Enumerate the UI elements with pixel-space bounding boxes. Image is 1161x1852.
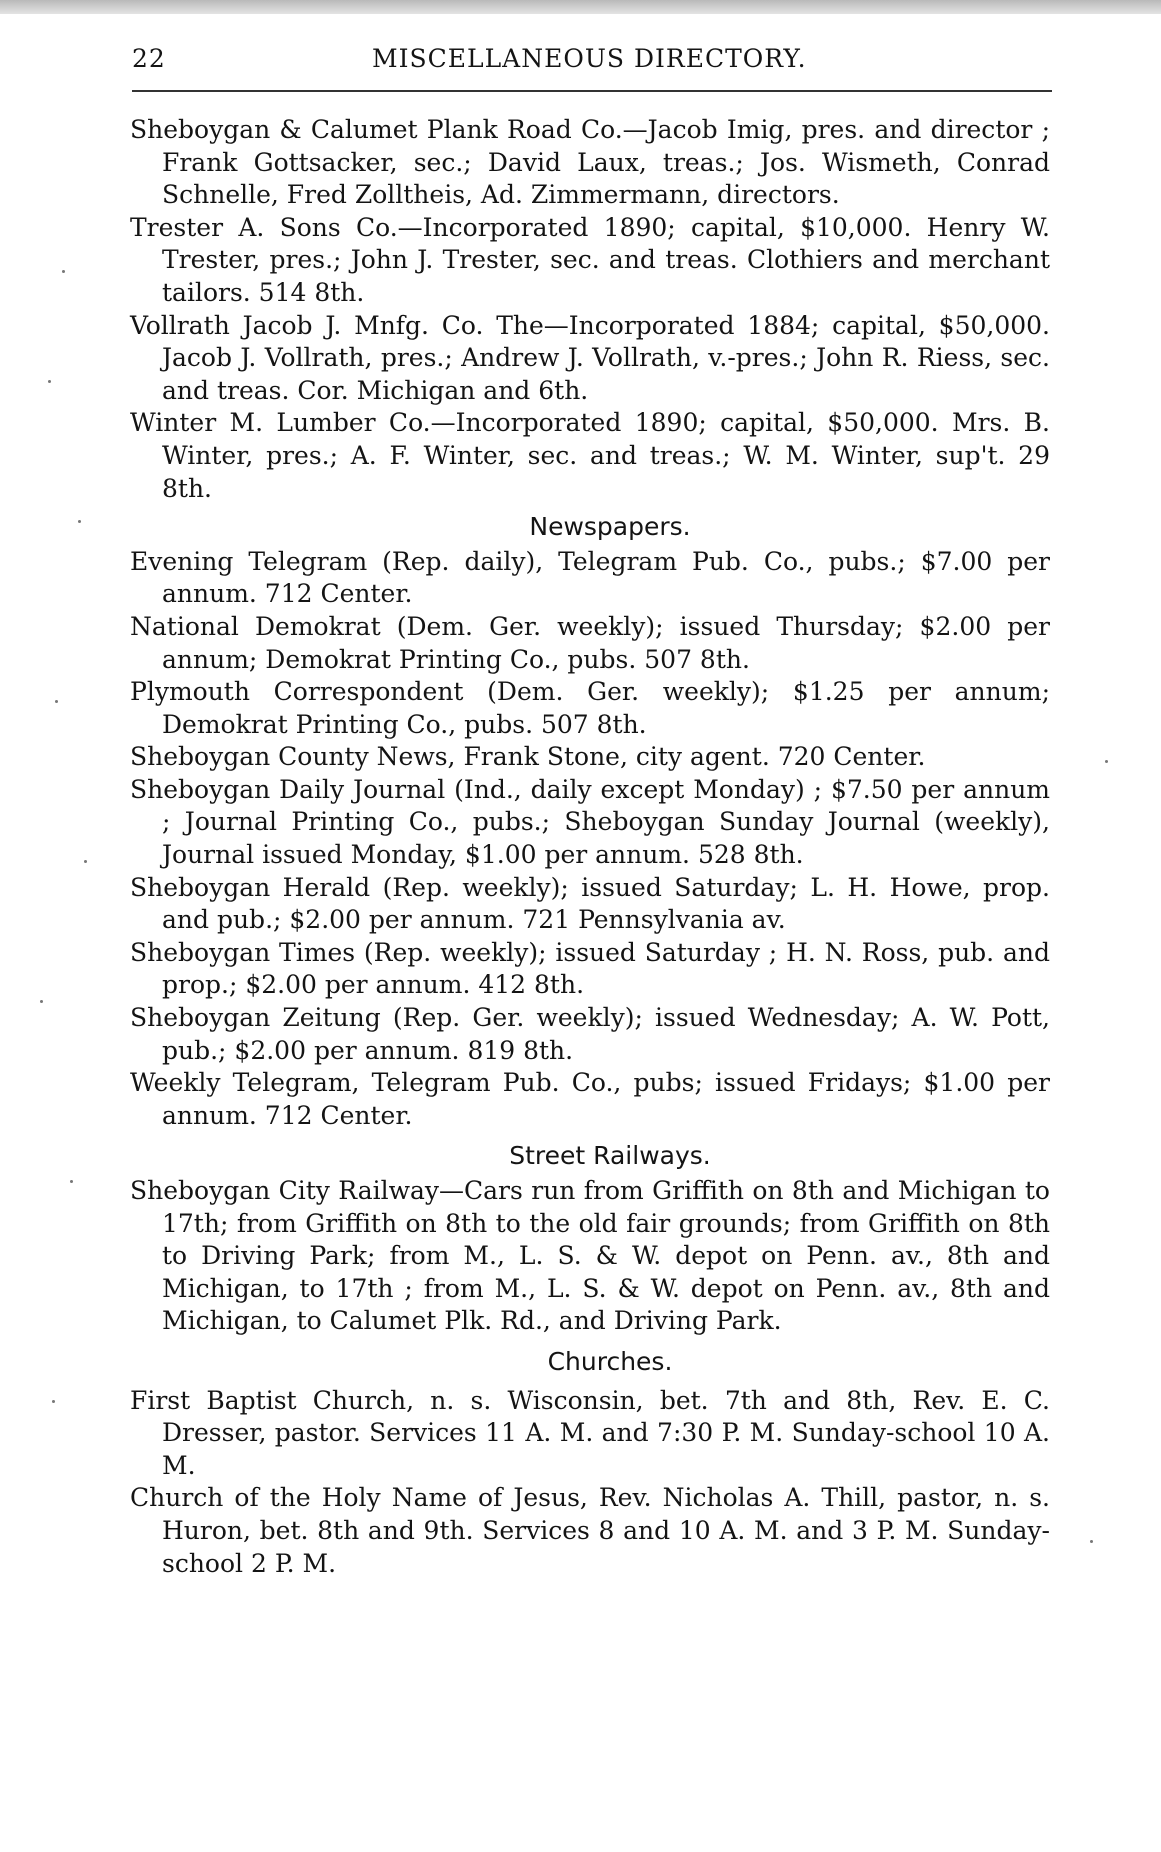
newspaper-entry: Sheboygan Times (Rep. weekly); issued Saturday ; H. N. Ross, pub. and prop.; $2.00 per annum. 412 8th. bbox=[130, 937, 1050, 1000]
company-entry: Sheboygan & Calumet Plank Road Co.—Jacob Imig, pres. and director ; Frank Gottsacker, sec.; David Laux, treas.; Jos. Wismeth, Conrad Schnelle, Fred Zolltheis, Ad. Zimmermann, directors. bbox=[130, 115, 1050, 210]
scan-speck bbox=[62, 270, 65, 273]
church-entry: Church of the Holy Name of Jesus, Rev. Nicholas A. Thill, pastor, n. s. Huron, bet. 8th and 9th. Services 8 and 10 A. M. and 3 P. M. Sunday-school 2 P. M. bbox=[130, 1483, 1050, 1578]
railway-entry: Sheboygan City Railway—Cars run from Griffith on 8th and Michigan to 17th; from Griffith on 8th to the old fair grounds; from Griffith on 8th to Driving Park; from M., L. S. & W. depot on Penn. av., 8th and Michigan, to 17th ; from M., L. S. & W. depot on Penn. av., 8th and Michigan, to Calumet Plk. Rd., and Driving Park. bbox=[130, 1176, 1050, 1336]
company-entry: Trester A. Sons Co.—Incorporated 1890; capital, $10,000. Henry W. Trester, pres.; John J. Trester, sec. and treas. Clothiers and merchant tailors. 514 8th. bbox=[130, 212, 1050, 307]
newspaper-entry: Sheboygan County News, Frank Stone, city agent. 720 Center. bbox=[130, 742, 926, 772]
page-title: MISCELLANEOUS DIRECTORY. bbox=[372, 44, 807, 73]
scan-speck bbox=[40, 1000, 43, 1003]
scan-speck bbox=[78, 520, 81, 523]
churches-heading: Churches. bbox=[547, 1346, 673, 1376]
running-head bbox=[132, 44, 1052, 84]
newspaper-entry: Plymouth Correspondent (Dem. Ger. weekly); $1.25 per annum; Demokrat Printing Co., pubs. 507 8th. bbox=[130, 677, 1050, 739]
newspaper-entry: National Demokrat (Dem. Ger. weekly); issued Thursday; $2.00 per annum; Demokrat Printing Co., pubs. 507 8th. bbox=[130, 611, 1050, 674]
newspaper-entry: Weekly Telegram, Telegram Pub. Co., pubs; issued Fridays; $1.00 per annum. 712 Center. bbox=[130, 1068, 1050, 1130]
company-entry: Vollrath Jacob J. Mnfg. Co. The—Incorporated 1884; capital, $50,000. Jacob J. Vollrath, pres.; Andrew J. Vollrath, v.-pres.; John R. Riess, sec. and treas. Cor. Michigan and 6th. bbox=[130, 310, 1050, 405]
scan-speck bbox=[1090, 1540, 1093, 1543]
newspaper-entry: Sheboygan Daily Journal (Ind., daily except Monday) ; $7.50 per annum ; Journal Printing Co., pubs.; Sheboygan Sunday Journal (weekly), Journal issued Monday, $1.00 per annum. 528 8th. bbox=[130, 774, 1050, 870]
page-number: 22 bbox=[132, 44, 166, 73]
scan-speck bbox=[55, 700, 58, 703]
scan-speck bbox=[52, 1400, 55, 1403]
newspaper-entry: Evening Telegram (Rep. daily), Telegram Pub. Co., pubs.; $7.00 per annum. 712 Center. bbox=[130, 546, 1050, 609]
newspapers-heading: Newspapers. bbox=[529, 512, 691, 542]
scan-speck bbox=[1105, 760, 1108, 763]
church-entry: First Baptist Church, n. s. Wisconsin, bet. 7th and 8th, Rev. E. C. Dresser, pastor. Services 11 A. M. and 7:30 P. M. Sunday-school 10 A. M. bbox=[130, 1385, 1050, 1480]
header-rule bbox=[132, 90, 1052, 92]
newspaper-entry: Sheboygan Zeitung (Rep. Ger. weekly); issued Wednesday; A. W. Pott, pub.; $2.00 per annum. 819 8th. bbox=[130, 1003, 1050, 1065]
company-entry: Winter M. Lumber Co.—Incorporated 1890; capital, $50,000. Mrs. B. Winter, pres.; A. F. Winter, sec. and treas.; W. M. Winter, sup't. 29 8th. bbox=[130, 408, 1050, 503]
street-railways-heading: Street Railways. bbox=[509, 1141, 711, 1171]
scan-speck bbox=[84, 860, 87, 863]
scan-speck bbox=[48, 380, 51, 383]
directory-listing bbox=[130, 114, 1050, 1580]
scan-speck bbox=[70, 1180, 73, 1183]
newspaper-entry: Sheboygan Herald (Rep. weekly); issued Saturday; L. H. Howe, prop. and pub.; $2.00 per annum. 721 Pennsylvania av. bbox=[130, 872, 1050, 935]
